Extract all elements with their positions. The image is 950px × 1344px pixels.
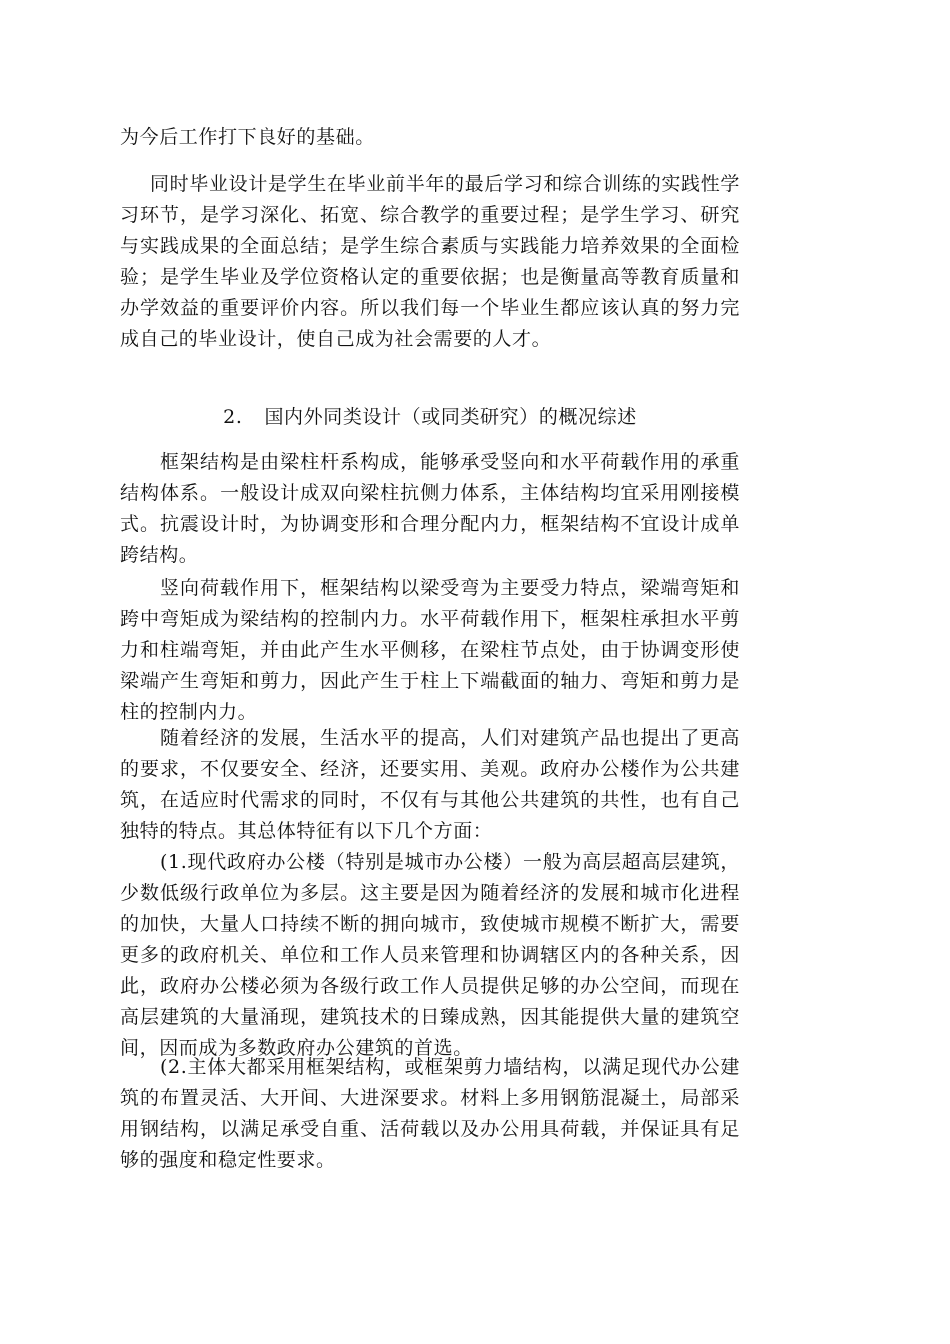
paragraph-vertical-load: 竖向荷载作用下，框架结构以梁受弯为主要受力特点，梁端弯矩和跨中弯矩成为梁结构的控制内力。水平荷载作用下，框架柱承担水平剪力和柱端弯矩，并由此产生水平侧移，在梁柱节点处，由于协调变形使梁端产生弯矩和剪力，因此产生于柱上下端截面的轴力、弯矩和剪力是柱的控制内力。	[120, 577, 740, 723]
paragraph-frame-structure: 框架结构是由梁柱杆系构成，能够承受竖向和水平荷载作用的承重结构体系。一般设计成双向梁柱抗侧力体系，主体结构均宜采用刚接模式。抗震设计时，为协调变形和合理分配内力，框架结构不宜设计成单跨结构。	[120, 451, 740, 566]
section-title: 国内外同类设计（或同类研究）的概况综述	[264, 406, 637, 428]
paragraph-feature-1: (1.现代政府办公楼（特别是城市办公楼）一般为高层超高层建筑，少数低级行政单位为多层。这主要是因为随着经济的发展和城市化进程的加快，大量人口持续不断的拥向城市，致使城市规模不断扩大，需要更多的政府机关、单位和工作人员来管理和协调辖区内的各种关系，因此，政府办公楼必须为各级行政工作人员提供足够的办公空间，而现在高层建筑的大量涌现，建筑技术的日臻成熟，因其能提供大量的建筑空间，因而成为多数政府办公建筑的首选。	[120, 851, 740, 1059]
paragraph-graduation-design: 同时毕业设计是学生在毕业前半年的最后学习和综合训练的实践性学习环节，是学习深化、拓宽、综合教学的重要过程；是学生学习、研究与实践成果的全面总结；是学生综合素质与实践能力培养效果的全面检验；是学生毕业及学位资格认定的重要依据；也是衡量高等教育质量和办学效益的重要评价内容。所以我们每一个毕业生都应该认真的努力完成自己的毕业设计，使自己成为社会需要的人才。	[120, 173, 740, 350]
section-number: 2.	[223, 406, 243, 428]
paragraph-economic-development: 随着经济的发展，生活水平的提高，人们对建筑产品也提出了更高的要求，不仅要安全、经济，还要实用、美观。政府办公楼作为公共建筑，在适应时代需求的同时，不仅有与其他公共建筑的共性，也有自己独特的特点。其总体特征有以下几个方面：	[120, 727, 740, 842]
paragraph-feature-2: (2.主体大都采用框架结构，或框架剪力墙结构，以满足现代办公建筑的布置灵活、大开间、大进深要求。材料上多用钢筋混凝土，局部采用钢结构，以满足承受自重、活荷载以及办公用具荷载，并保证具有足够的强度和稳定性要求。	[120, 1056, 740, 1171]
section-heading	[120, 402, 740, 433]
paragraph-continuation: 为今后工作打下良好的基础。	[120, 126, 375, 148]
